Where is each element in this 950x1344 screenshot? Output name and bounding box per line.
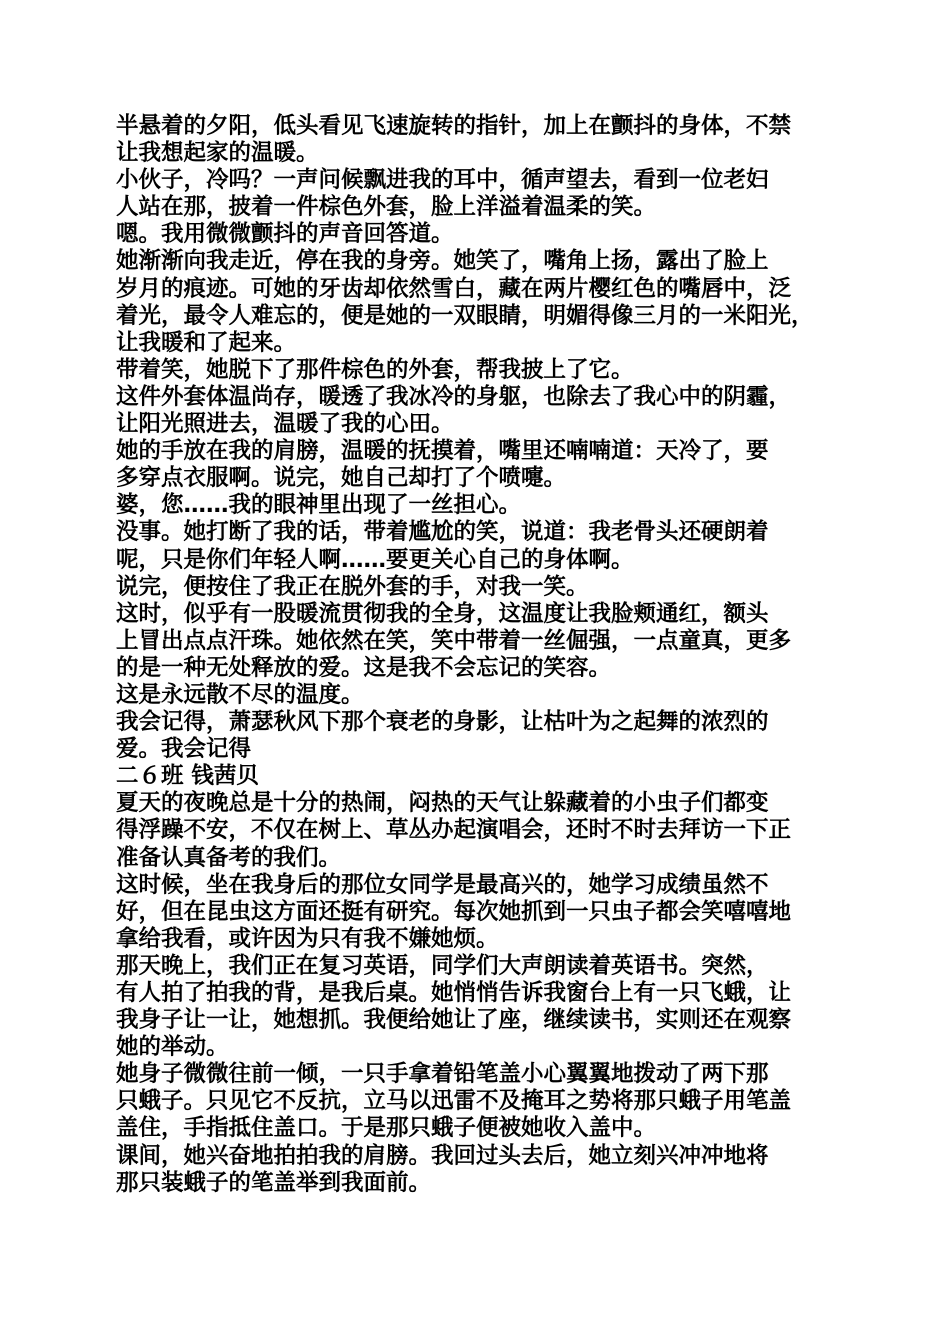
text-line: 有人拍了拍我的背，是我后桌。她悄悄告诉我窗台上有一只飞蛾，让 — [116, 980, 792, 1006]
text-line: 二６班 钱茜贝 — [116, 763, 259, 790]
text-line: 说完，便按住了我正在脱外套的手，对我一笑。 — [116, 573, 589, 600]
text-line: 这是永远散不尽的温度。 — [116, 681, 364, 708]
text-line: 婆，您……我的眼神里出现了一丝担心。 — [116, 492, 522, 519]
text-line: 她的举动。 — [116, 1034, 229, 1061]
text-line: 上冒出点点汗珠。她依然在笑，笑中带着一丝倔强，一点童真，更多 — [116, 627, 792, 654]
text-line: 好，但在昆虫这方面还挺有研究。每次她抓到一只虫子都会笑嘻嘻地 — [116, 898, 792, 925]
text-line: 盖住，手指抵住盖口。于是那只蛾子便被她收入盖中。 — [116, 1115, 657, 1142]
body-text — [116, 113, 846, 1197]
text-line: 岁月的痕迹。可她的牙齿却依然雪白，藏在两片樱红色的嘴唇中，泛 — [116, 275, 792, 302]
text-line: 准备认真备考的我们。 — [116, 844, 342, 871]
text-line: 让我想起家的温暖。 — [116, 140, 319, 167]
text-line: 那天晚上，我们正在复习英语，同学们大声朗读着英语书。突然， — [116, 952, 769, 979]
text-line: 让阳光照进去，温暖了我的心田。 — [116, 411, 454, 438]
text-line: 多穿点衣服啊。说完，她自己却打了个喷嚏。 — [116, 465, 567, 492]
text-line: 人站在那，披着一件棕色外套，脸上洋溢着温柔的笑。 — [116, 194, 657, 221]
text-line: 她身子微微往前一倾，一只手拿着铅笔盖小心翼翼地拨动了两下那 — [116, 1061, 769, 1088]
text-line: 课间，她兴奋地拍拍我的肩膀。我回过头去后，她立刻兴冲冲地将 — [116, 1142, 769, 1169]
text-line: 带着笑，她脱下了那件棕色的外套，帮我披上了它。 — [116, 356, 634, 383]
text-line: 拿给我看，或许因为只有我不嫌她烦。 — [116, 925, 499, 952]
text-line: 得浮躁不安，不仅在树上、草丛办起演唱会，还时不时去拜访一下正 — [116, 817, 792, 844]
text-line: 着光，最令人难忘的，便是她的一双眼睛，明媚得像三月的一米阳光， — [116, 302, 814, 329]
text-line: 这时候，坐在我身后的那位女同学是最高兴的，她学习成绩虽然不 — [116, 871, 769, 898]
text-line: 她的手放在我的肩膀，温暖的抚摸着，嘴里还喃喃道：天冷了，要 — [116, 438, 769, 465]
text-line: 的是一种无处释放的爱。这是我不会忘记的笑容。 — [116, 654, 612, 681]
text-line: 夏天的夜晚总是十分的热闹，闷热的天气让躲藏着的小虫子们都变 — [116, 790, 769, 817]
text-line: 我身子让一让，她想抓。我便给她让了座，继续读书，实则还在观察 — [116, 1007, 792, 1034]
text-line: 让我暖和了起来。 — [116, 329, 297, 356]
text-line: 小伙子，冷吗？一声问候飘进我的耳中，循声望去，看到一位老妇 — [116, 167, 769, 194]
text-line: 我会记得，萧瑟秋风下那个衰老的身影，让枯叶为之起舞的浓烈的 — [116, 709, 769, 736]
text-line: 半悬着的夕阳，低头看见飞速旋转的指针，加上在颤抖的身体，不禁 — [116, 113, 792, 139]
text-line: 这时，似乎有一股暖流贯彻我的全身，这温度让我脸颊通红，额头 — [116, 600, 769, 627]
text-line: 这件外套体温尚存，暖透了我冰冷的身躯，也除去了我心中的阴霾， — [116, 383, 792, 410]
text-line: 爱。我会记得 — [116, 736, 252, 763]
text-line: 那只装蛾子的笔盖举到我面前。 — [116, 1169, 432, 1196]
text-line: 只蛾子。只见它不反抗，立马以迅雷不及掩耳之势将那只蛾子用笔盖 — [116, 1088, 792, 1115]
text-line: 没事。她打断了我的话，带着尴尬的笑，说道：我老骨头还硬朗着 — [116, 519, 769, 546]
text-line: 嗯。我用微微颤抖的声音回答道。 — [116, 221, 454, 248]
text-line: 她渐渐向我走近，停在我的身旁。她笑了，嘴角上扬，露出了脸上 — [116, 248, 769, 275]
text-line: 呢，只是你们年轻人啊……要更关心自己的身体啊。 — [116, 546, 634, 573]
